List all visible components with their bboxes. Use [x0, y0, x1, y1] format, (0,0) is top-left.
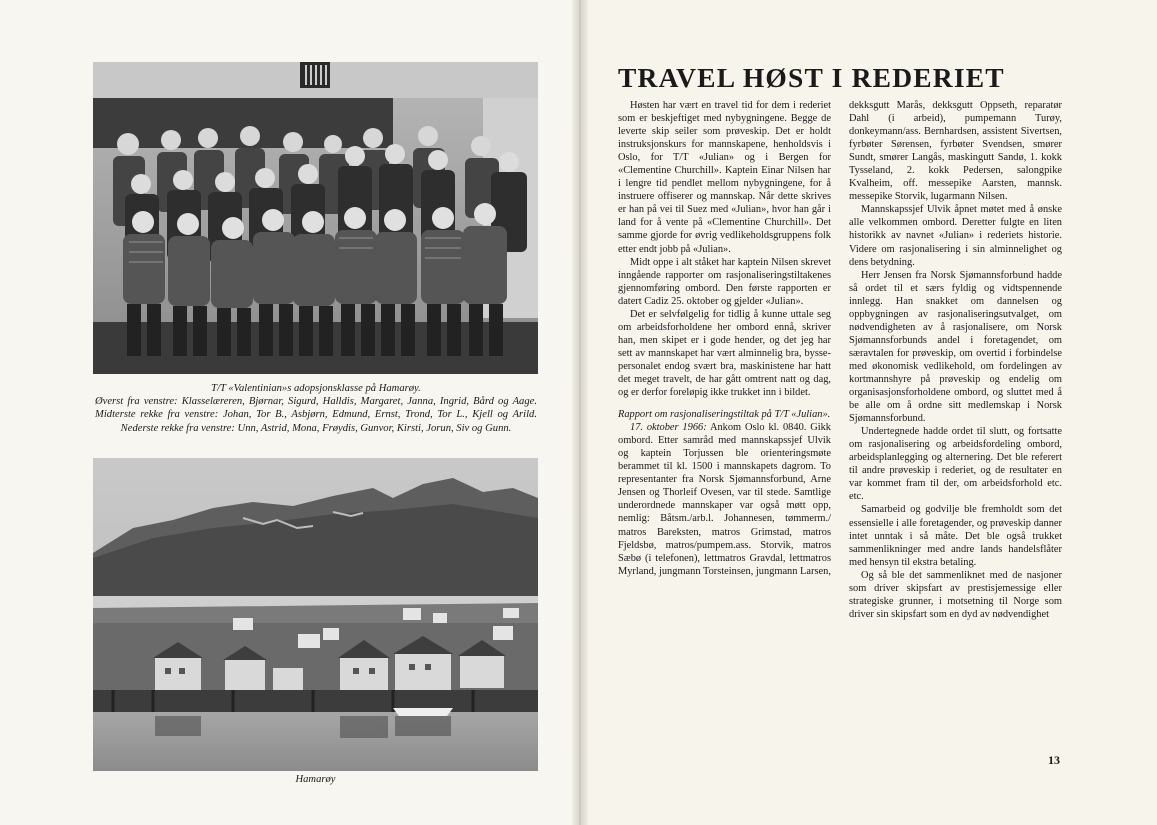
article-title: TRAVEL HØST I REDERIET [618, 62, 1005, 93]
article-column-2 [849, 99, 1062, 621]
report-date: 17. oktober 1966: [630, 422, 707, 434]
book-spine [572, 0, 588, 825]
class-photo [93, 62, 538, 374]
article-paragraph: Høsten har vært en travel tid for dem i rederiet som er beskjeftiget med nybygningene. Begge de leverte skip seiler som prøveskip. Det er holdt instruksjonskurs for mannskapene, henholdsvis i Oslo, for T/T «Julian» og i Bergen for «Clementine Churchill». Kaptein Einar Nilsen har i lengre tid pendlet mellom nybygningene, for å instruere offiserer og mannskap. Når dette skrives er han på vei til Suez med «Julian», hvor han går i land for å vente på «Clementine Churchill». Det samme gjorde for øvrig vedlikeholdsgruppens folk etter endt jobb på «Julian». [618, 100, 831, 255]
class-photo-caption-title: T/T «Valentinian»s adopsjonsklasse på Hamarøy. [211, 383, 421, 394]
article-paragraph: Herr Jensen fra Norsk Sjømannsforbund hadde så ordet til et særs fyldig og vidtspennende innlegg. Han snakket om dannelsen og oppbygningen av rasjonaliseringsutvalget, om nødvendigheten av å rasjonalisere, om Norsk Sjømannsforbunds andel i foretagendet, om særavtalen for prøveskip, om overtid i forbindelse med økonomisk vedlikehold, om fordelingen av kortmannshyre på prøveskip og endelig om organisasjonsforholdene ombord, og sluttet med å be alle om å ordne sitt medlemskap i Norsk Sjømannsforbund. [849, 269, 1062, 425]
hamaroy-caption: Hamarøy [295, 774, 336, 785]
page-number: 13 [1048, 753, 1060, 767]
article-paragraph: Undertegnede hadde ordet til slutt, og fortsatte om rasjonalisering og arbeidsfordeling ombord, arbeidsplanlegging og alternering. Det ble referert til andre prøveskip i rederiet, og de resultater en var kommet fram til der, om arbeidsforhold etc. etc. [849, 426, 1062, 503]
class-photo-caption [95, 382, 537, 435]
article-paragraph: Det er selvfølgelig for tidlig å kunne uttale seg om arbeidsforholdene her ombord ennå, skriver han, men skipet er i gode hender, og det jeg har sett av mannskapet har vært alminnelig bra, bysse-personalet endog svært bra, maskinistene har hatt det meget travelt, de har gått omtrent natt og dag, og er derfor foreløpig ikke trukket inn i bildet. [618, 308, 831, 399]
class-photo-caption-names: Øverst fra venstre: Klasselæreren, Bjørnar, Sigurd, Halldis, Margaret, Janna, Ingrid, Bård og Aage. Midterste rekke fra venstre: Johan, Tor B., Asbjørn, Edmund, Ernst, Trond, Tor L., Kjell og Arild. Nederste rekke fra venstre: Unn, Astrid, Mona, Frøydis, Gunvor, Kirsti, Jorun, Siv og Gunn. [95, 396, 537, 434]
article-paragraph: Og så ble det sammenliknet med de nasjoner som driver skipsfart av prestisjemessige eller strategiske grunner, i motsetning til Norge som driver sin skipsfart som en dyd av nødvendighet [849, 569, 1062, 620]
article-paragraph: Midt oppe i alt ståket har kaptein Nilsen skrevet inngående rapporter om rasjonaliseringstiltakenes gjennomføring ombord. Den første rapporten er datert Cadiz 25. oktober og gjelder «Julian». [618, 256, 831, 307]
article-paragraph [618, 421, 831, 578]
report-subheading: Rapport om rasjonaliseringstiltak på T/T «Julian». [618, 409, 831, 421]
article-paragraph: Samarbeid og godvilje ble fremholdt som det essensielle i alle foretagender, og prøveskip danner intet unntak i så måte. Det ble også trukket sammenlikninger med andre lands handelsflåter med hensyn til ekstra betaling. [849, 504, 1062, 568]
report-text: Ankom Oslo kl. 0840. Gikk ombord. Etter samråd med mannskapssjef Ulvik og kaptein Torjussen ble orienteringsmøte berammet til kl. 1500 i mannskapets dagrom. To representanter fra Norsk Sjømannsforbund, Arne Jensen og Thorleif Ovesen, var til stede. Samtlige underordnede mannskaper var også møtt opp, nemlig: Båtsm./arb.l. Johannesen, tømmerm./ matros Bareksten, matros Grimstad, matros Fjeldsbø, matros/pumpem.ass. Storvik, matros Sæbø (i telefonen), lettmatros Gravdal, lettmatros Myrland, jungmann Torsteinsen, jungmann Larsen, [618, 422, 831, 577]
article-paragraph: dekksgutt Marås, dekksgutt Oppseth, reparatør Dahl (i arbeid), pumpemann Turøy, donkeymann/ass. Bernhardsen, assistent Sivertsen, fyrbøter Sørensen, fyrbøter Svendsen, smører Sundt, smører Langås, maskingutt Sandø, 1. kokk Tysseland, 2. kokk Pedersen, salongpike Kvalheim, off. messepike Aarsten, mannsk. messepike Storvik, lugarmann Nilsen. [849, 100, 1062, 203]
hamaroy-photo [93, 458, 538, 771]
article-column-1 [618, 99, 831, 578]
article-paragraph: Mannskapssjef Ulvik åpnet møtet med å ønske alle velkommen ombord. Deretter fulgte en liten historikk av navnet «Julian» i rederiets historie. Videre om rasjonalisering i sin alminnelighet og dens betydning. [849, 204, 1062, 268]
